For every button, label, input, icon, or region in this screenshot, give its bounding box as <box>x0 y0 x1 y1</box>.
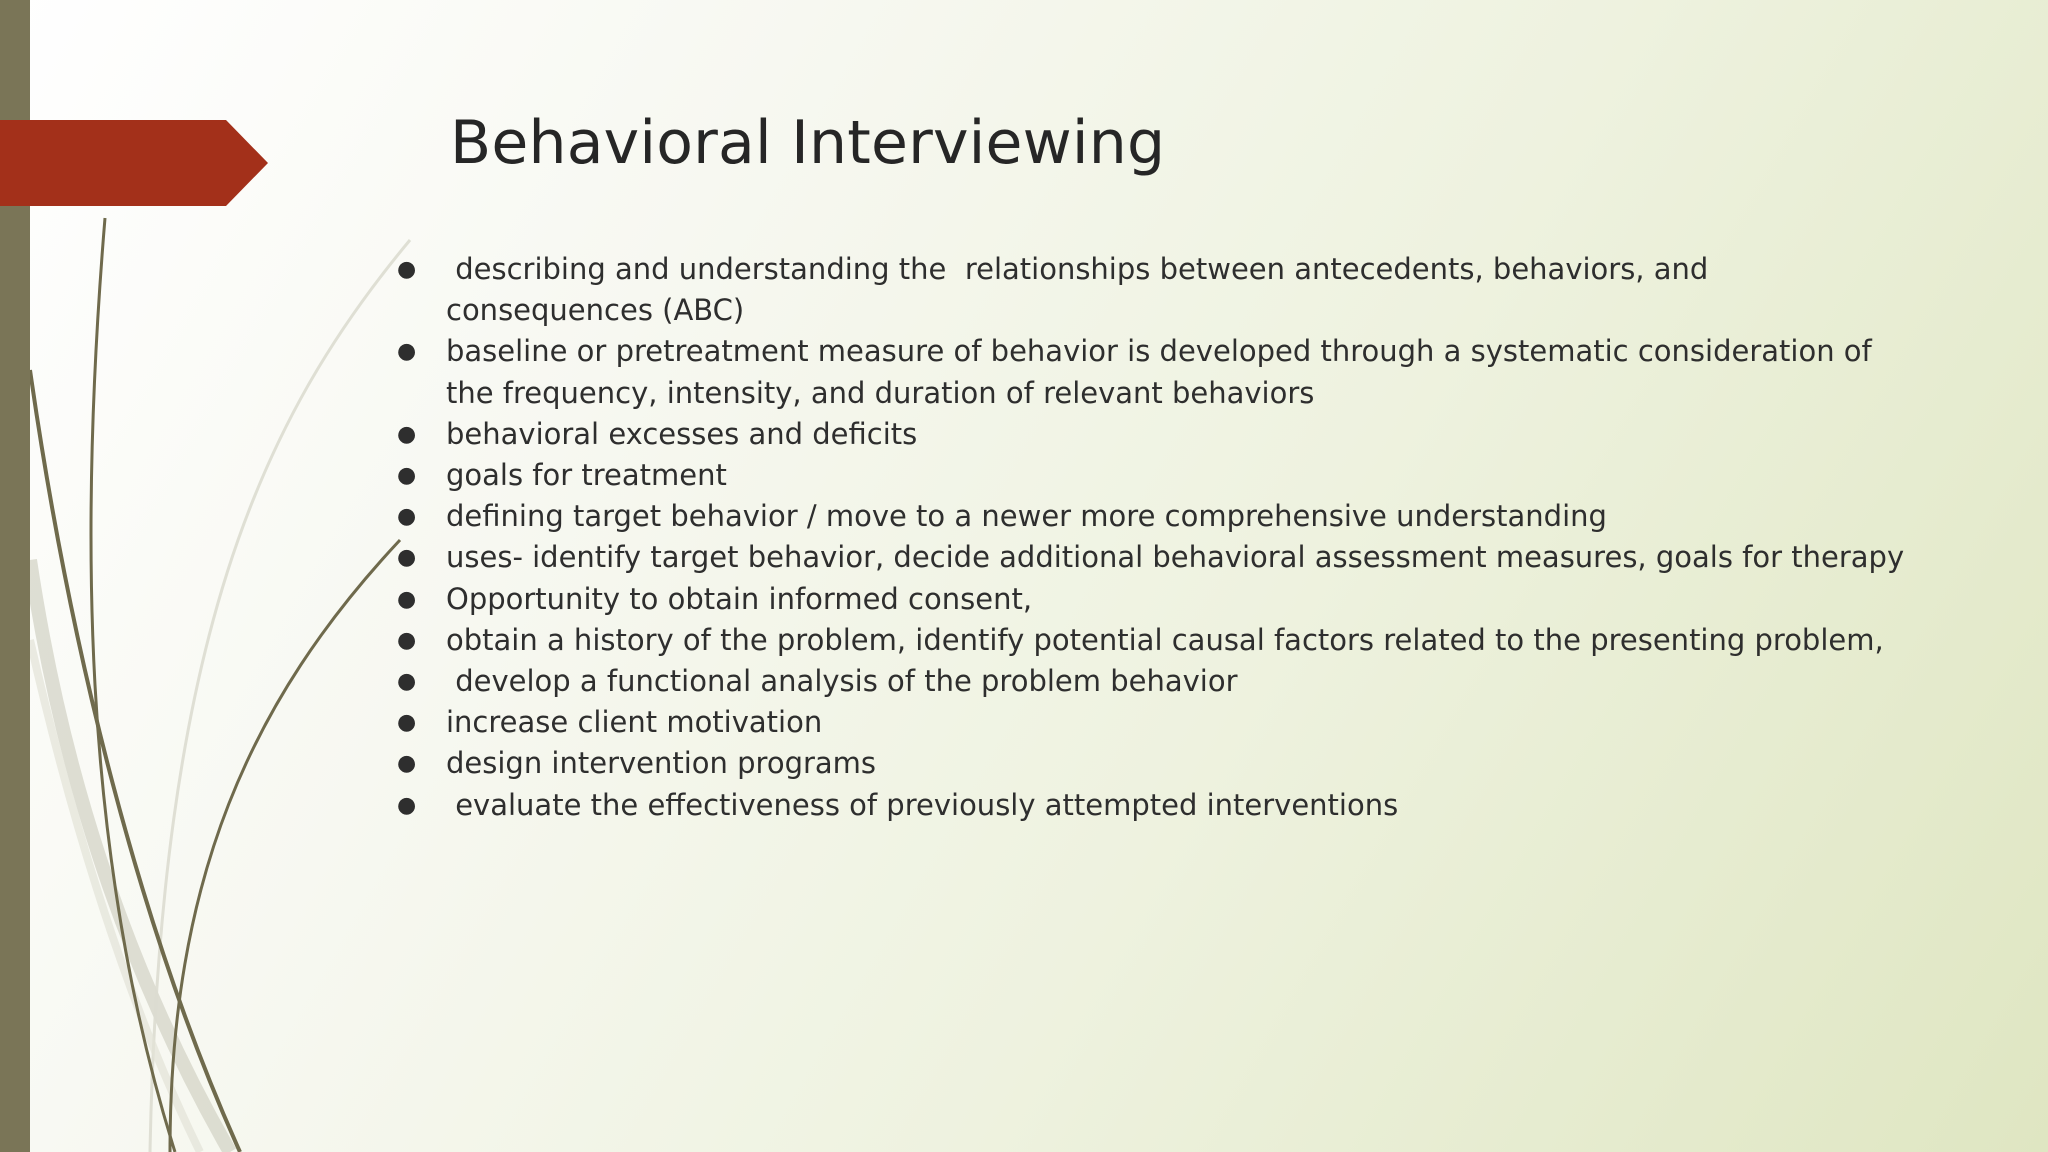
bullet-text: uses- identify target behavior, decide additional behavioral assessment measures, goals for therapy <box>446 540 1905 575</box>
slide-title: Behavioral Interviewing <box>450 108 1166 178</box>
bullet-dot: ● <box>397 339 417 365</box>
bullet-item <box>392 455 1912 496</box>
bullet-dot: ● <box>397 792 417 818</box>
bullet-dot: ● <box>397 586 417 612</box>
bullet-dot: ● <box>397 504 417 530</box>
bullet-item <box>392 702 1912 743</box>
bullet-dot: ● <box>397 669 417 695</box>
bullet-text: defining target behavior / move to a newer more comprehensive understanding <box>446 499 1607 534</box>
swoosh-light-1 <box>30 560 230 1152</box>
bullet-item <box>392 537 1912 578</box>
bullet-dot: ● <box>397 545 417 571</box>
bullet-text: design intervention programs <box>446 746 877 781</box>
accent-arrow-shape <box>0 120 268 206</box>
bullet-dot: ● <box>397 751 417 777</box>
bullet-text: describing and understanding the relationships between antecedents, behaviors, and consequences (ABC) <box>446 252 1718 328</box>
bullet-text: goals for treatment <box>446 458 727 493</box>
bullet-text: develop a functional analysis of the problem behavior <box>446 664 1238 699</box>
bullet-dot: ● <box>397 710 417 736</box>
bullet-item <box>392 620 1912 661</box>
bullet-text: baseline or pretreatment measure of behavior is developed through a systematic consideration of the frequency, intensity, and duration of relevant behaviors <box>446 334 1881 410</box>
bullet-list <box>392 249 1912 826</box>
bullet-text: obtain a history of the problem, identify potential causal factors related to the presenting problem, <box>446 622 1884 657</box>
bullet-item <box>392 743 1912 784</box>
bullet-item <box>392 249 1912 331</box>
bullet-item <box>392 496 1912 537</box>
bullet-text: evaluate the effectiveness of previously attempted interventions <box>446 787 1399 822</box>
swoosh-dark-3 <box>170 540 400 1152</box>
bullet-dot: ● <box>397 463 417 489</box>
bullet-item <box>392 414 1912 455</box>
bullet-item <box>392 661 1912 702</box>
bullet-dot: ● <box>397 627 417 653</box>
bullet-item <box>392 331 1912 413</box>
bullet-item <box>392 579 1912 620</box>
bullet-text: Opportunity to obtain informed consent, <box>446 581 1033 616</box>
bullet-text: behavioral excesses and deficits <box>446 416 918 451</box>
bullet-dot: ● <box>397 257 417 282</box>
bullet-item <box>392 785 1912 826</box>
bullet-text: increase client motivation <box>446 705 823 740</box>
bullet-dot: ● <box>397 421 417 447</box>
